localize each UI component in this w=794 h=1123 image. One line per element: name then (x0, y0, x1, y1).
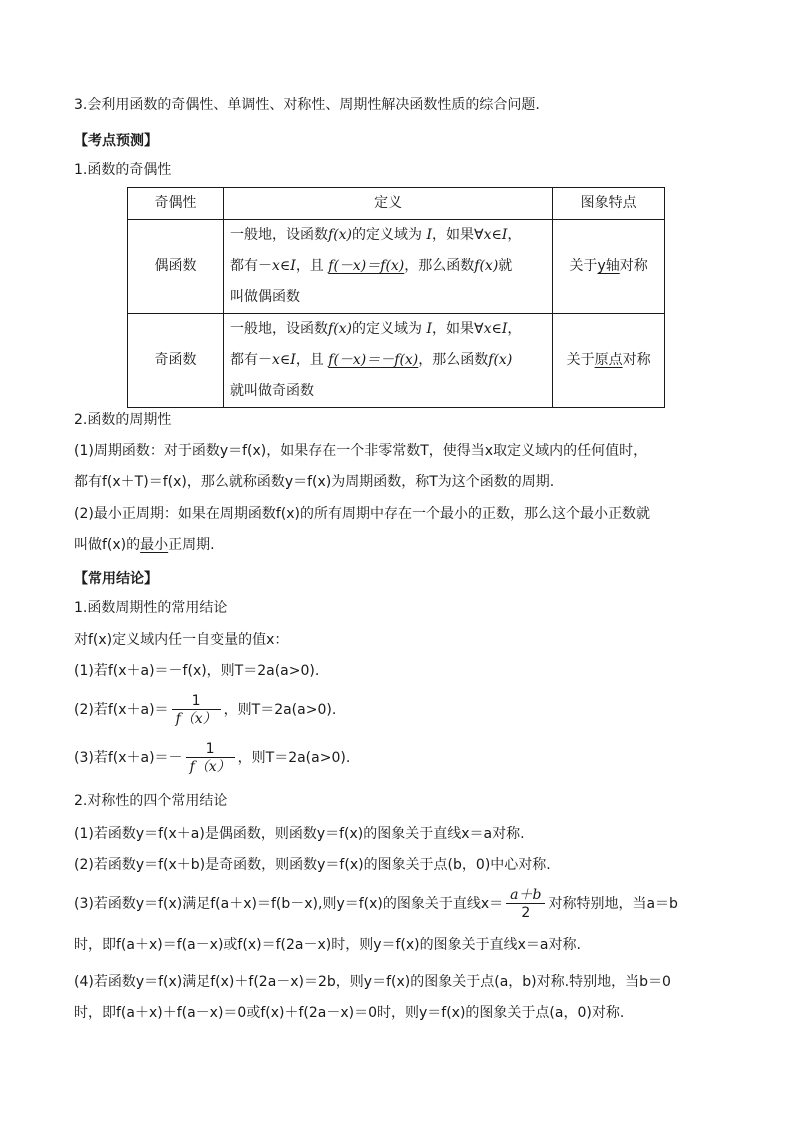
period-rule-3: (3)若f(x＋a)＝－ $\frac{1}{f(x)}$ ，则T＝2a(a>0). (74, 741, 351, 775)
section-heading-predict: 【考点预测】 (74, 133, 158, 149)
parity-table (127, 187, 665, 408)
period-paragraph-1-line-2: 都有f(x＋T)＝f(x)，那么就称函数y＝f(x)为周期函数，称T为这个函数的周期. (74, 474, 555, 490)
period-paragraph-2-line-1: (2)最小正周期：如果在周期函数f(x)的所有周期中存在一个最小的正数，那么这个最小正数就 (74, 506, 650, 522)
symmetry-rule-4-line-1: (4)若函数y＝f(x)满足f(x)＋f(2a－x)＝2b，则y＝f(x)的图象关于点(a，b)对称.特别地，当b＝0 (74, 974, 671, 990)
subsection-title-parity: 1.函数的奇偶性 (74, 162, 172, 178)
symmetry-rule-4-line-2: 时，即f(a＋x)＋f(a－x)＝0或f(x)＋f(2a－x)＝0时，则y＝f(x)的图象关于点(a，0)对称. (74, 1005, 625, 1021)
table-cell-feature: 关于原点对称 (553, 314, 665, 408)
table-row-odd (128, 314, 665, 408)
symmetry-rule-2: (2)若函数y＝f(x＋b)是奇函数，则函数y＝f(x)的图象关于点(b，0)中心对称. (74, 857, 551, 873)
symmetry-rule-3-line-2: 时，即f(a＋x)＝f(a－x)或f(x)＝f(2a－x)时，则y＝f(x)的图象关于直线x＝a对称. (74, 937, 581, 953)
objective-line: 3.会利用函数的奇偶性、单调性、对称性、周期性解决函数性质的综合问题. (74, 97, 540, 113)
odd-condition: f(－x)＝－f(x) (328, 352, 419, 368)
table-header-cell: 定义 (224, 188, 553, 220)
fraction: $\frac{1}{f(x)}$ (172, 693, 221, 727)
period-rule-2: (2)若f(x＋a)＝ $\frac{1}{f(x)}$ ，则T＝2a(a>0). (74, 693, 337, 727)
common-title-periodicity: 1.函数周期性的常用结论 (74, 600, 228, 616)
table-cell-name: 奇函数 (128, 314, 224, 408)
table-cell-definition: 一般地，设函数f(x)的定义域为 I，如果∀x∈I， 都有－x∈I，且 f(－x)＝f(x)，那么函数f(x)就 叫做偶函数 (224, 220, 553, 314)
table-row-even (128, 220, 665, 314)
section-heading-common: 【常用结论】 (74, 571, 158, 587)
period-paragraph-2-line-2: 叫做f(x)的最小正周期. (74, 537, 215, 553)
even-condition: f(－x)＝f(x) (328, 258, 405, 274)
symmetry-rule-1: (1)若函数y＝f(x＋a)是偶函数，则函数y＝f(x)的图象关于直线x＝a对称. (74, 826, 525, 842)
table-cell-feature: 关于y轴对称 (553, 220, 665, 314)
common-intro: 对f(x)定义域内任一自变量的值x： (74, 632, 289, 648)
fraction: $\frac{a+b}{2}$ (506, 887, 545, 921)
subsection-title-period: 2.函数的周期性 (74, 412, 172, 428)
period-rule-1: (1)若f(x＋a)＝－f(x)，则T＝2a(a>0). (74, 663, 320, 679)
table-header-cell: 奇偶性 (128, 188, 224, 220)
fraction: $\frac{1}{f(x)}$ (186, 741, 235, 775)
period-paragraph-1-line-1: (1)周期函数：对于函数y＝f(x)，如果存在一个非零常数T，使得当x取定义域内的任何值时， (74, 443, 648, 459)
table-header-cell: 图象特点 (553, 188, 665, 220)
symmetry-rule-3-line-1: (3)若函数y＝f(x)满足f(a＋x)＝f(b－x),则y＝f(x)的图象关于直线x＝ $\frac{a+b}{2}$ 对称特别地，当a＝b (74, 887, 678, 921)
common-title-symmetry: 2.对称性的四个常用结论 (74, 793, 228, 809)
table-cell-definition: 一般地，设函数f(x)的定义域为 I，如果∀x∈I， 都有－x∈I，且 f(－x)＝－f(x)，那么函数f(x) 就叫做奇函数 (224, 314, 553, 408)
table-header-row (128, 188, 665, 220)
table-cell-name: 偶函数 (128, 220, 224, 314)
